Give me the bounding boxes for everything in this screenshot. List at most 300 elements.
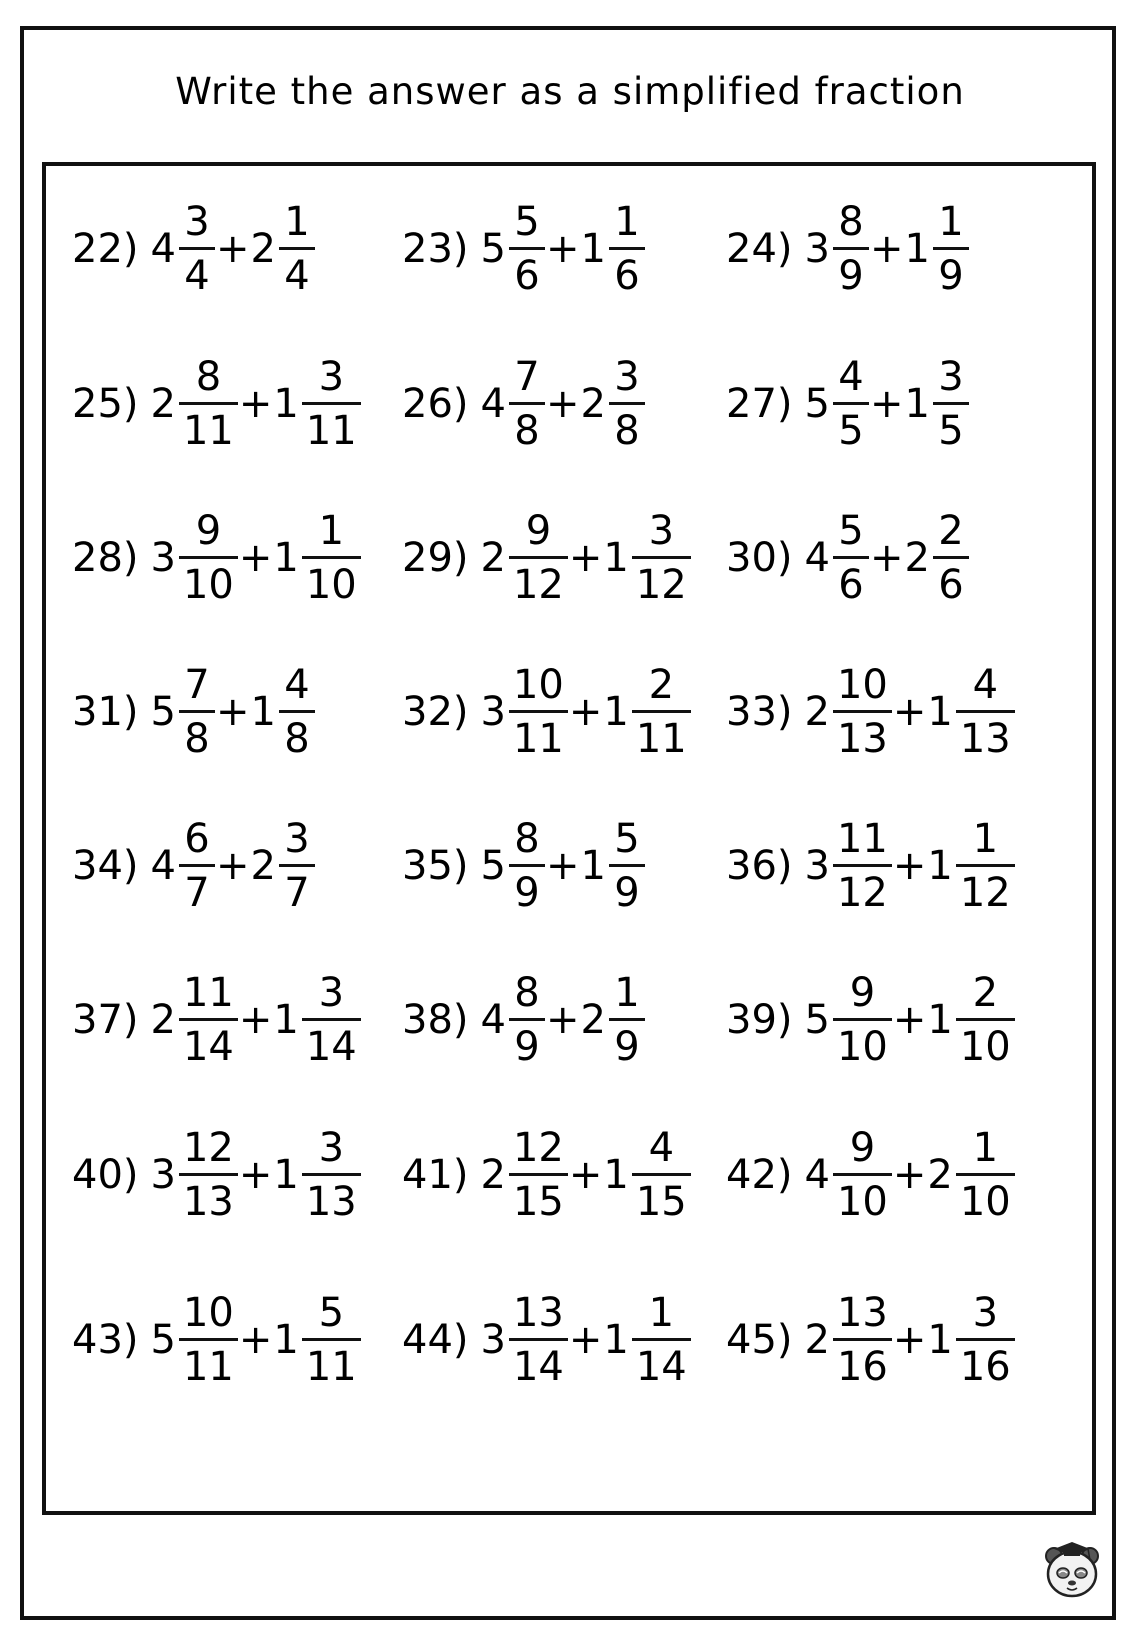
problem-item <box>402 801 645 931</box>
problem-number: 22) <box>72 226 139 272</box>
fraction-bar <box>179 710 215 713</box>
numerator-1: 6 <box>184 816 210 862</box>
whole-number-1: 3 <box>480 689 506 735</box>
fraction-1 <box>833 1290 892 1390</box>
fraction-1 <box>179 354 238 454</box>
numerator-1: 9 <box>849 1125 876 1171</box>
fraction-1 <box>179 508 238 608</box>
plus-operator: + <box>238 381 273 427</box>
numerator-1: 9 <box>849 970 876 1016</box>
problem-item <box>72 184 315 314</box>
whole-number-2: 1 <box>273 997 299 1043</box>
problem-item <box>72 955 361 1085</box>
plus-operator: + <box>869 226 904 272</box>
problem-number: 29) <box>402 535 469 581</box>
fraction-1 <box>509 1125 568 1225</box>
fraction-bar <box>833 1173 892 1176</box>
fraction-2 <box>609 354 645 454</box>
fraction-2 <box>933 354 969 454</box>
denominator-2: 16 <box>959 1344 1011 1390</box>
denominator-1: 11 <box>182 1344 234 1390</box>
denominator-2: 15 <box>635 1179 687 1225</box>
problem-item <box>402 955 645 1085</box>
denominator-1: 14 <box>512 1344 564 1390</box>
denominator-2: 10 <box>959 1179 1011 1225</box>
whole-number-1: 3 <box>150 1152 176 1198</box>
fraction-bar <box>509 1018 545 1021</box>
problem-number: 38) <box>402 997 469 1043</box>
numerator-2: 5 <box>614 816 640 862</box>
whole-number-1: 4 <box>480 997 506 1043</box>
plus-operator: + <box>215 689 250 735</box>
whole-number-1: 4 <box>804 1152 830 1198</box>
denominator-2: 8 <box>614 408 640 454</box>
numerator-1: 8 <box>838 199 864 245</box>
fraction-bar <box>632 710 691 713</box>
fraction-bar <box>956 1338 1015 1341</box>
panda-graduate-icon <box>1040 1536 1104 1600</box>
problem-item <box>72 339 361 469</box>
plus-operator: + <box>238 535 273 581</box>
plus-operator: + <box>545 997 580 1043</box>
fraction-bar <box>302 1018 361 1021</box>
numerator-2: 1 <box>972 816 999 862</box>
denominator-2: 14 <box>635 1344 687 1390</box>
problem-number: 35) <box>402 843 469 889</box>
whole-number-1: 2 <box>804 689 830 735</box>
whole-number-2: 1 <box>904 226 930 272</box>
fraction-1 <box>833 970 892 1070</box>
fraction-1 <box>833 816 892 916</box>
fraction-bar <box>833 402 869 405</box>
problem-item <box>726 184 969 314</box>
plus-operator: + <box>215 843 250 889</box>
numerator-2: 3 <box>614 354 640 400</box>
fraction-bar <box>302 1173 361 1176</box>
numerator-2: 3 <box>648 508 675 554</box>
numerator-1: 4 <box>838 354 864 400</box>
fraction-bar <box>933 556 969 559</box>
whole-number-2: 1 <box>273 381 299 427</box>
fraction-bar <box>609 402 645 405</box>
denominator-2: 14 <box>305 1024 357 1070</box>
fraction-bar <box>956 710 1015 713</box>
numerator-1: 7 <box>184 662 210 708</box>
fraction-2 <box>933 508 969 608</box>
denominator-2: 13 <box>305 1179 357 1225</box>
numerator-1: 5 <box>838 508 864 554</box>
fraction-2 <box>279 199 315 299</box>
problem-item <box>402 1110 691 1240</box>
fraction-bar <box>302 556 361 559</box>
numerator-2: 4 <box>972 662 999 708</box>
whole-number-2: 1 <box>603 1152 629 1198</box>
numerator-2: 1 <box>972 1125 999 1171</box>
numerator-2: 3 <box>318 354 345 400</box>
denominator-1: 11 <box>512 716 564 762</box>
fraction-1 <box>179 970 238 1070</box>
numerator-1: 11 <box>182 970 234 1016</box>
numerator-1: 8 <box>195 354 222 400</box>
fraction-bar <box>302 402 361 405</box>
numerator-1: 12 <box>182 1125 234 1171</box>
fraction-2 <box>302 1290 361 1390</box>
fraction-bar <box>632 1338 691 1341</box>
fraction-1 <box>509 199 545 299</box>
problem-number: 45) <box>726 1317 793 1363</box>
numerator-1: 8 <box>514 816 540 862</box>
plus-operator: + <box>568 1317 603 1363</box>
numerator-1: 10 <box>512 662 564 708</box>
denominator-1: 12 <box>512 562 564 608</box>
denominator-1: 13 <box>836 716 888 762</box>
whole-number-1: 4 <box>804 535 830 581</box>
denominator-2: 11 <box>305 1344 357 1390</box>
denominator-1: 10 <box>182 562 234 608</box>
fraction-1 <box>179 816 215 916</box>
problem-number: 32) <box>402 689 469 735</box>
fraction-2 <box>609 199 645 299</box>
fraction-2 <box>302 1125 361 1225</box>
fraction-bar <box>956 864 1015 867</box>
fraction-2 <box>632 508 691 608</box>
denominator-1: 10 <box>836 1024 888 1070</box>
denominator-1: 15 <box>512 1179 564 1225</box>
numerator-2: 3 <box>318 970 345 1016</box>
numerator-2: 1 <box>938 199 964 245</box>
fraction-bar <box>279 864 315 867</box>
plus-operator: + <box>869 381 904 427</box>
whole-number-2: 1 <box>273 1317 299 1363</box>
whole-number-1: 2 <box>480 1152 506 1198</box>
plus-operator: + <box>545 226 580 272</box>
numerator-2: 4 <box>284 662 310 708</box>
problem-number: 41) <box>402 1152 469 1198</box>
numerator-2: 1 <box>318 508 345 554</box>
problem-item <box>72 1275 361 1405</box>
fraction-2 <box>302 970 361 1070</box>
fraction-bar <box>279 247 315 250</box>
denominator-2: 10 <box>959 1024 1011 1070</box>
fraction-bar <box>609 247 645 250</box>
denominator-1: 9 <box>514 1024 540 1070</box>
fraction-bar <box>509 1338 568 1341</box>
denominator-1: 10 <box>836 1179 888 1225</box>
whole-number-2: 2 <box>250 226 276 272</box>
plus-operator: + <box>215 226 250 272</box>
plus-operator: + <box>545 381 580 427</box>
whole-number-2: 1 <box>603 1317 629 1363</box>
fraction-bar <box>609 1018 645 1021</box>
fraction-bar <box>632 1173 691 1176</box>
plus-operator: + <box>869 535 904 581</box>
denominator-2: 6 <box>614 253 640 299</box>
numerator-1: 5 <box>514 199 540 245</box>
numerator-2: 2 <box>648 662 675 708</box>
problem-item <box>726 339 969 469</box>
fraction-1 <box>509 970 545 1070</box>
fraction-1 <box>833 199 869 299</box>
fraction-1 <box>509 354 545 454</box>
fraction-2 <box>302 508 361 608</box>
fraction-2 <box>956 1290 1015 1390</box>
plus-operator: + <box>238 1152 273 1198</box>
fraction-1 <box>509 1290 568 1390</box>
numerator-2: 3 <box>284 816 310 862</box>
problem-number: 24) <box>726 226 793 272</box>
whole-number-1: 3 <box>150 535 176 581</box>
numerator-2: 5 <box>318 1290 345 1336</box>
denominator-2: 7 <box>284 870 310 916</box>
numerator-1: 12 <box>512 1125 564 1171</box>
problem-number: 25) <box>72 381 139 427</box>
numerator-1: 7 <box>514 354 540 400</box>
problem-number: 23) <box>402 226 469 272</box>
denominator-1: 16 <box>836 1344 888 1390</box>
fraction-1 <box>509 816 545 916</box>
problem-number: 44) <box>402 1317 469 1363</box>
fraction-bar <box>179 1018 238 1021</box>
whole-number-1: 5 <box>150 1317 176 1363</box>
fraction-bar <box>179 1338 238 1341</box>
numerator-1: 13 <box>512 1290 564 1336</box>
denominator-2: 9 <box>938 253 964 299</box>
fraction-2 <box>279 816 315 916</box>
whole-number-1: 5 <box>804 381 830 427</box>
numerator-2: 2 <box>972 970 999 1016</box>
problem-number: 43) <box>72 1317 139 1363</box>
problem-item <box>402 647 691 777</box>
fraction-1 <box>179 199 215 299</box>
plus-operator: + <box>892 1152 927 1198</box>
numerator-2: 1 <box>614 970 640 1016</box>
problem-number: 26) <box>402 381 469 427</box>
fraction-1 <box>509 508 568 608</box>
fraction-bar <box>302 1338 361 1341</box>
numerator-2: 1 <box>614 199 640 245</box>
plus-operator: + <box>568 535 603 581</box>
problem-item <box>402 339 645 469</box>
denominator-1: 12 <box>836 870 888 916</box>
problem-item <box>726 955 1015 1085</box>
whole-number-2: 1 <box>273 1152 299 1198</box>
fraction-bar <box>833 556 869 559</box>
problem-item <box>72 1110 361 1240</box>
denominator-1: 8 <box>514 408 540 454</box>
fraction-2 <box>956 1125 1015 1225</box>
denominator-1: 9 <box>838 253 864 299</box>
denominator-2: 11 <box>635 716 687 762</box>
fraction-bar <box>509 402 545 405</box>
fraction-bar <box>833 1338 892 1341</box>
whole-number-1: 3 <box>480 1317 506 1363</box>
problem-number: 28) <box>72 535 139 581</box>
fraction-2 <box>632 1290 691 1390</box>
plus-operator: + <box>568 689 603 735</box>
fraction-bar <box>179 402 238 405</box>
plus-operator: + <box>892 689 927 735</box>
numerator-2: 3 <box>972 1290 999 1336</box>
problem-item <box>402 1275 691 1405</box>
whole-number-1: 2 <box>150 997 176 1043</box>
numerator-2: 2 <box>938 508 964 554</box>
problem-number: 40) <box>72 1152 139 1198</box>
fraction-bar <box>956 1173 1015 1176</box>
problem-item <box>72 493 361 623</box>
problem-item <box>402 184 645 314</box>
numerator-2: 1 <box>648 1290 675 1336</box>
whole-number-1: 5 <box>804 997 830 1043</box>
fraction-bar <box>933 402 969 405</box>
problem-number: 31) <box>72 689 139 735</box>
whole-number-1: 4 <box>480 381 506 427</box>
problem-item <box>402 493 691 623</box>
denominator-2: 6 <box>938 562 964 608</box>
denominator-1: 14 <box>182 1024 234 1070</box>
whole-number-2: 2 <box>250 843 276 889</box>
denominator-2: 13 <box>959 716 1011 762</box>
fraction-bar <box>833 710 892 713</box>
whole-number-1: 3 <box>804 226 830 272</box>
problem-item <box>726 801 1015 931</box>
denominator-1: 6 <box>514 253 540 299</box>
denominator-2: 11 <box>305 408 357 454</box>
fraction-2 <box>956 816 1015 916</box>
fraction-bar <box>279 710 315 713</box>
numerator-1: 13 <box>836 1290 888 1336</box>
fraction-1 <box>179 1290 238 1390</box>
fraction-bar <box>179 556 238 559</box>
whole-number-2: 2 <box>580 997 606 1043</box>
fraction-bar <box>509 1173 568 1176</box>
problem-item <box>726 1275 1015 1405</box>
whole-number-2: 1 <box>927 843 953 889</box>
fraction-bar <box>609 864 645 867</box>
fraction-bar <box>509 556 568 559</box>
fraction-bar <box>933 247 969 250</box>
problem-number: 42) <box>726 1152 793 1198</box>
whole-number-2: 1 <box>927 997 953 1043</box>
plus-operator: + <box>568 1152 603 1198</box>
problem-number: 30) <box>726 535 793 581</box>
plus-operator: + <box>545 843 580 889</box>
whole-number-2: 2 <box>927 1152 953 1198</box>
numerator-1: 9 <box>195 508 222 554</box>
whole-number-1: 2 <box>150 381 176 427</box>
fraction-bar <box>509 247 545 250</box>
numerator-1: 9 <box>525 508 552 554</box>
fraction-bar <box>833 247 869 250</box>
whole-number-2: 1 <box>603 689 629 735</box>
fraction-bar <box>179 247 215 250</box>
whole-number-1: 2 <box>480 535 506 581</box>
whole-number-2: 1 <box>904 381 930 427</box>
whole-number-1: 3 <box>804 843 830 889</box>
denominator-1: 6 <box>838 562 864 608</box>
problem-item <box>726 1110 1015 1240</box>
plus-operator: + <box>892 1317 927 1363</box>
fraction-2 <box>302 354 361 454</box>
numerator-2: 3 <box>938 354 964 400</box>
worksheet-title: Write the answer as a simplified fraction <box>175 70 965 113</box>
numerator-1: 8 <box>514 970 540 1016</box>
fraction-1 <box>833 354 869 454</box>
fraction-2 <box>279 662 315 762</box>
problem-item <box>726 647 1015 777</box>
fraction-1 <box>179 1125 238 1225</box>
fraction-2 <box>632 662 691 762</box>
fraction-bar <box>833 864 892 867</box>
problem-number: 39) <box>726 997 793 1043</box>
whole-number-2: 1 <box>927 1317 953 1363</box>
fraction-2 <box>956 662 1015 762</box>
denominator-1: 8 <box>184 716 210 762</box>
problem-number: 33) <box>726 689 793 735</box>
numerator-2: 1 <box>284 199 310 245</box>
denominator-2: 4 <box>284 253 310 299</box>
denominator-1: 5 <box>838 408 864 454</box>
fraction-2 <box>632 1125 691 1225</box>
denominator-1: 4 <box>184 253 210 299</box>
fraction-bar <box>509 710 568 713</box>
fraction-1 <box>833 662 892 762</box>
problem-item <box>72 801 315 931</box>
fraction-bar <box>632 556 691 559</box>
whole-number-2: 2 <box>904 535 930 581</box>
problem-number: 37) <box>72 997 139 1043</box>
denominator-2: 12 <box>635 562 687 608</box>
denominator-2: 8 <box>284 716 310 762</box>
fraction-bar <box>179 1173 238 1176</box>
denominator-2: 12 <box>959 870 1011 916</box>
fraction-1 <box>509 662 568 762</box>
numerator-2: 4 <box>648 1125 675 1171</box>
denominator-1: 13 <box>182 1179 234 1225</box>
whole-number-2: 1 <box>927 689 953 735</box>
denominator-1: 9 <box>514 870 540 916</box>
whole-number-1: 5 <box>150 689 176 735</box>
fraction-1 <box>833 1125 892 1225</box>
whole-number-2: 2 <box>580 381 606 427</box>
whole-number-2: 1 <box>580 226 606 272</box>
plus-operator: + <box>238 997 273 1043</box>
fraction-bar <box>956 1018 1015 1021</box>
whole-number-2: 1 <box>273 535 299 581</box>
whole-number-1: 4 <box>150 226 176 272</box>
fraction-2 <box>609 816 645 916</box>
whole-number-1: 4 <box>150 843 176 889</box>
fraction-bar <box>509 864 545 867</box>
problem-number: 27) <box>726 381 793 427</box>
whole-number-2: 1 <box>250 689 276 735</box>
problem-item <box>72 647 315 777</box>
problem-item <box>726 493 969 623</box>
plus-operator: + <box>892 997 927 1043</box>
fraction-bar <box>833 1018 892 1021</box>
fraction-2 <box>933 199 969 299</box>
numerator-1: 11 <box>836 816 888 862</box>
problem-number: 34) <box>72 843 139 889</box>
numerator-1: 3 <box>184 199 210 245</box>
numerator-1: 10 <box>836 662 888 708</box>
fraction-2 <box>956 970 1015 1070</box>
problem-number: 36) <box>726 843 793 889</box>
plus-operator: + <box>238 1317 273 1363</box>
denominator-1: 11 <box>182 408 234 454</box>
fraction-bar <box>179 864 215 867</box>
numerator-1: 10 <box>182 1290 234 1336</box>
fraction-1 <box>179 662 215 762</box>
